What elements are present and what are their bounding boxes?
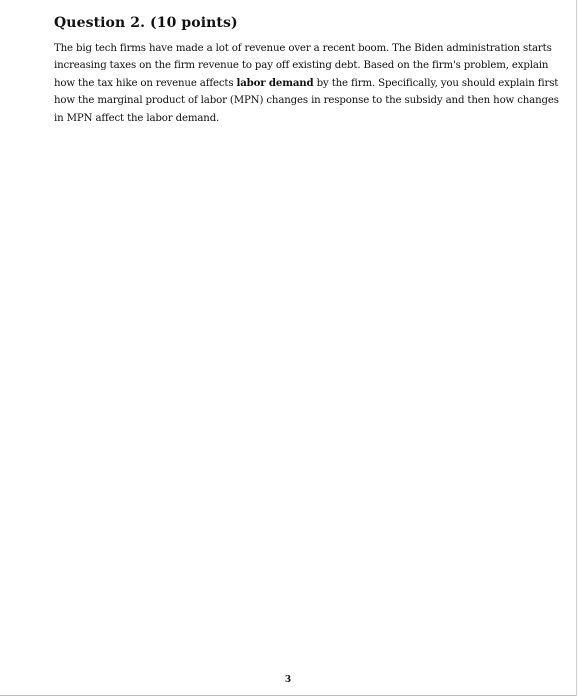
question-line: increasing taxes on the firm revenue to pay off existing debt. Based on the firm's problem, explain xyxy=(54,60,549,72)
question-body xyxy=(54,40,559,127)
question-line xyxy=(54,75,559,92)
question-line: in MPN affect the labor demand. xyxy=(54,112,220,124)
question-line: The big tech firms have made a lot of revenue over a recent boom. The Biden administration starts xyxy=(54,43,552,54)
question-line: how the marginal product of labor (MPN) changes in response to the subsidy and then how changes xyxy=(54,95,559,107)
page-number: 3 xyxy=(284,675,292,685)
emphasis-labor-demand: labor demand xyxy=(236,76,314,89)
question-line-text: by the firm. Specifically, you should explain first xyxy=(313,77,559,89)
question-line-text: how the tax hike on revenue affects xyxy=(54,77,237,89)
question-title: Question 2. (10 points) xyxy=(54,15,238,31)
